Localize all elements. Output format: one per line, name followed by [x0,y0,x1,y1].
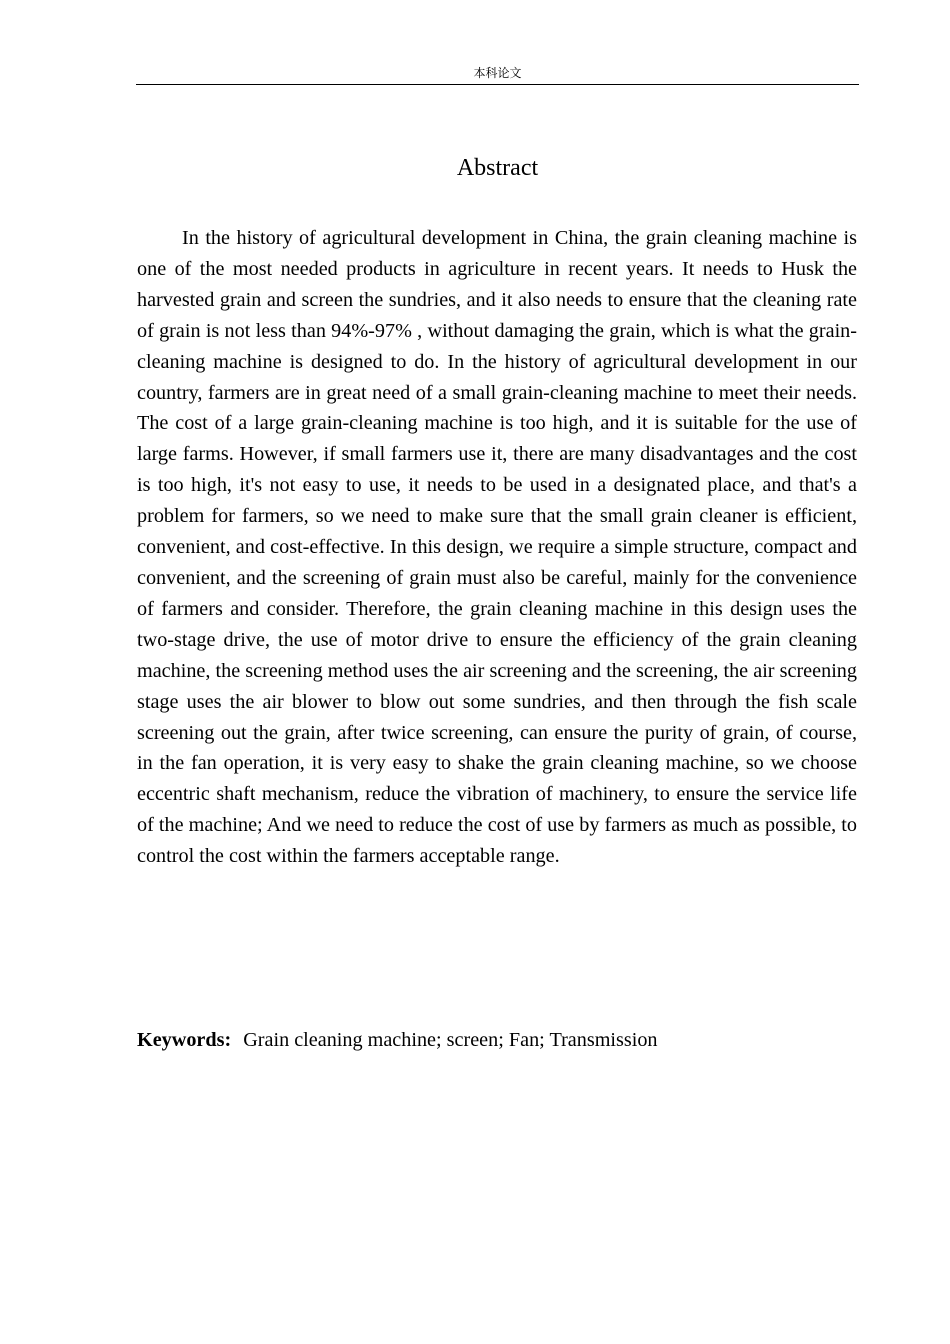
abstract-title: Abstract [456,155,539,181]
keywords-value: Grain cleaning machine; screen; Fan; Transmission [243,1029,658,1051]
abstract-paragraph: In the history of agricultural development in China, the grain cleaning machine is one of the most needed products in agriculture in recent years. It needs to Husk the harvested grain and screen the sundries, and it also needs to ensure that the cleaning rate of grain is not less than 94%-97% , without damaging the grain, which is what the grain-cleaning machine is designed to do. In the history of agricultural development in our country, farmers are in great need of a small grain-cleaning machine to meet their needs. The cost of a large grain-cleaning machine is too high, and it is suitable for the use of large farms. However, if small farmers use it, there are many disadvantages and the cost is too high, it's not easy to use, it needs to be used in a designated place, and that's a problem for farmers, so we need to make sure that the small grain cleaner is efficient, convenient, and cost-effective. In this design, we require a simple structure, compact and convenient, and the screening of grain must also be careful, mainly for the convenience of farmers and consider. Therefore, the grain cleaning machine in this design uses the two-stage drive, the use of motor drive to ensure the efficiency of the grain cleaning machine, the screening method uses the air screening and the screening, the air screening stage uses the air blower to blow out some sundries, and then through the fish scale screening out the grain, after twice screening, can ensure the purity of grain, of course, in the fan operation, it is very easy to shake the grain cleaning machine, so we choose eccentric shaft mechanism, reduce the vibration of machinery, to ensure the service life of the machine; And we need to reduce the cost of use by farmers as much as possible, to control the cost within the farmers acceptable range. [137,227,857,868]
header-text: 本科论文 [473,66,522,80]
keywords-label: Keywords: [137,1029,232,1051]
keywords-line [137,1025,857,1056]
page-header [136,64,859,85]
